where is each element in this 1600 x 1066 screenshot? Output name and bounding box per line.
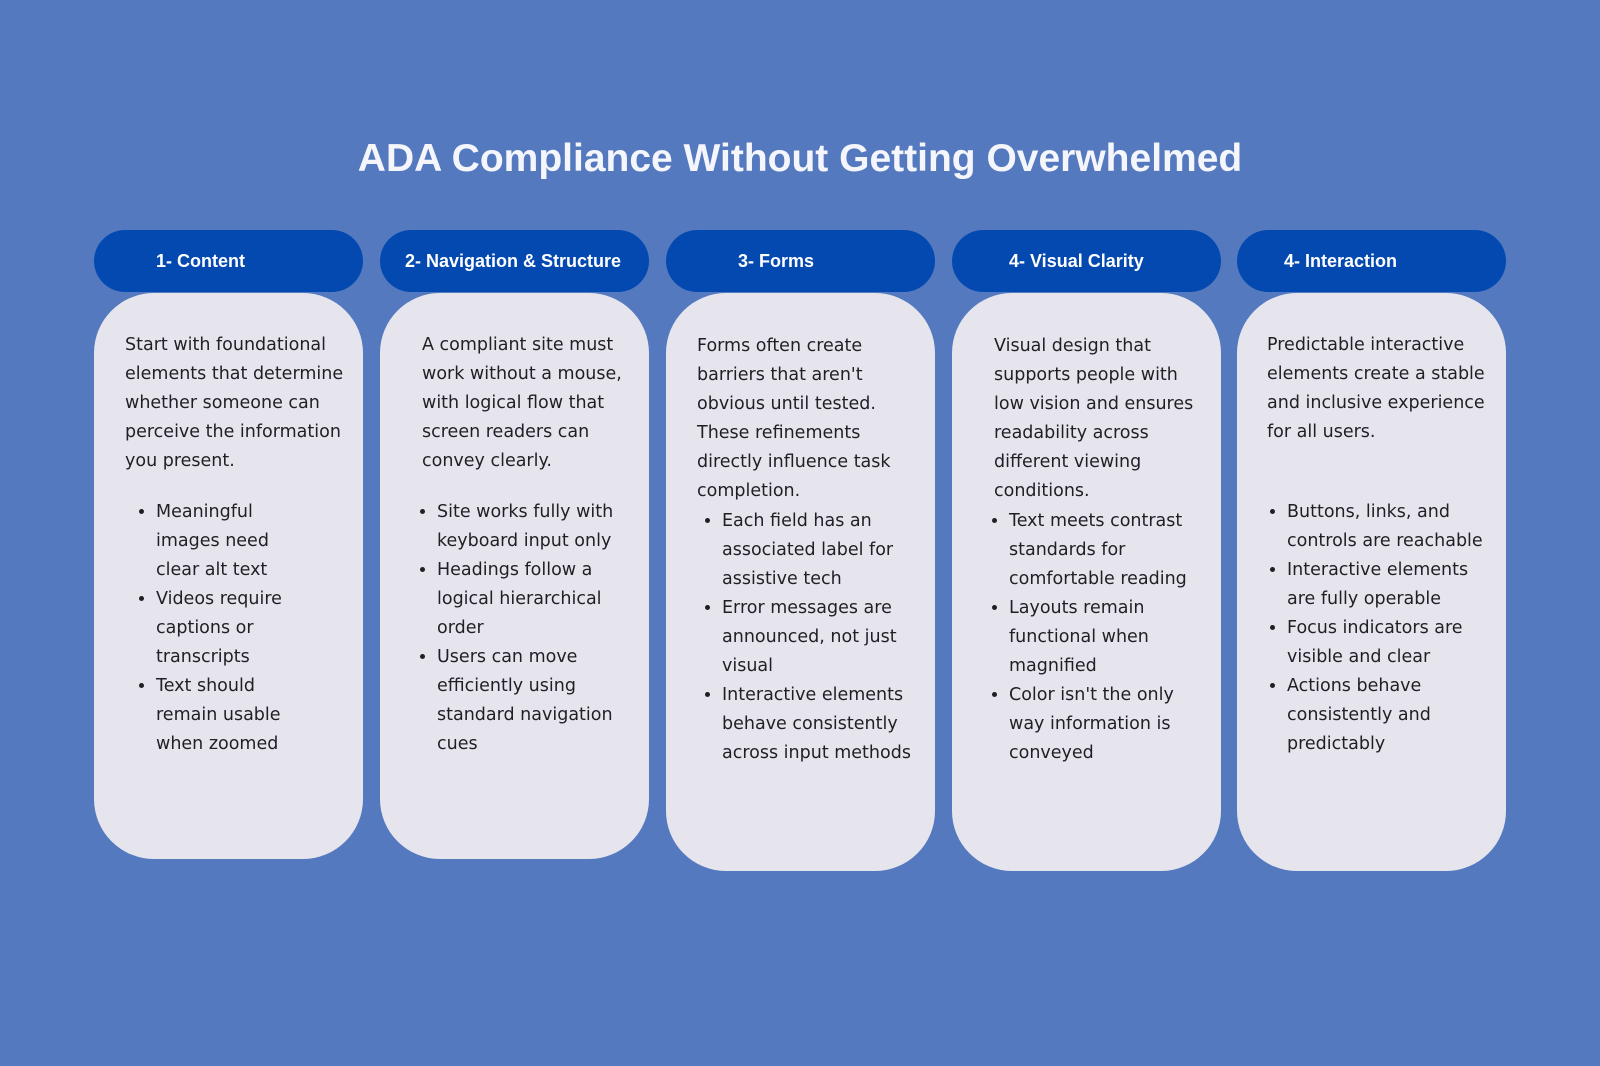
card-intro-text: Forms often create barriers that aren't obvious until tested. These refinements directly influence task completion. [697, 336, 891, 501]
bullet-item: • Interactive elements are fully operable [1287, 556, 1494, 614]
column-heading-pill: 4- Visual Clarity [952, 230, 1221, 292]
bullet-item: • Actions behave consistently and predictably [1287, 672, 1494, 759]
column-card [952, 293, 1221, 871]
bullet-item: • Interactive elements behave consistently across input methods [722, 681, 915, 768]
card-intro-text: Visual design that supports people with low vision and ensures readability across different viewing conditions. [994, 336, 1194, 501]
card-intro-text: Start with foundational elements that determine whether someone can perceive the information you present. [125, 335, 344, 471]
bullet-item: • Each field has an associated label for assistive tech [722, 507, 915, 594]
column-heading-pill: 4- Interaction [1237, 230, 1506, 292]
bullet-item: • Buttons, links, and controls are reachable [1287, 498, 1494, 556]
column-card [380, 293, 649, 859]
card-intro-text: Predictable interactive elements create a stable and inclusive experience for all users. [1267, 335, 1485, 442]
card-intro-text: A compliant site must work without a mouse, with logical flow that screen readers can convey clearly. [422, 335, 622, 471]
card-bullet-list [1267, 498, 1494, 759]
column-heading-pill: 2- Navigation & Structure [380, 230, 649, 292]
bullet-item: • Site works fully with keyboard input only [437, 498, 629, 556]
bullet-item: • Text should remain usable when zoomed [156, 672, 287, 759]
column-heading-pill: 1- Content [94, 230, 363, 292]
bullet-item: • Color isn't the only way information is conveyed [1009, 681, 1203, 768]
bullet-item: • Meaningful images need clear alt text [156, 498, 287, 585]
column-card [666, 293, 935, 871]
bullet-item: • Text meets contrast standards for comfortable reading [1009, 507, 1203, 594]
card-bullet-list [422, 498, 629, 759]
bullet-item: • Focus indicators are visible and clear [1287, 614, 1494, 672]
page-title: ADA Compliance Without Getting Overwhelmed [357, 137, 1243, 180]
card-bullet-list [125, 498, 345, 759]
column-card [1237, 293, 1506, 871]
card-bullet-list [994, 507, 1203, 768]
column-card [94, 293, 363, 859]
bullet-item: • Users can move efficiently using standard navigation cues [437, 643, 629, 759]
bullet-item: • Layouts remain functional when magnified [1009, 594, 1203, 681]
bullet-item: • Error messages are announced, not just visual [722, 594, 915, 681]
bullet-item: • Videos require captions or transcripts [156, 585, 287, 672]
bullet-item: • Headings follow a logical hierarchical order [437, 556, 629, 643]
column-heading-pill: 3- Forms [666, 230, 935, 292]
card-bullet-list [697, 507, 915, 768]
